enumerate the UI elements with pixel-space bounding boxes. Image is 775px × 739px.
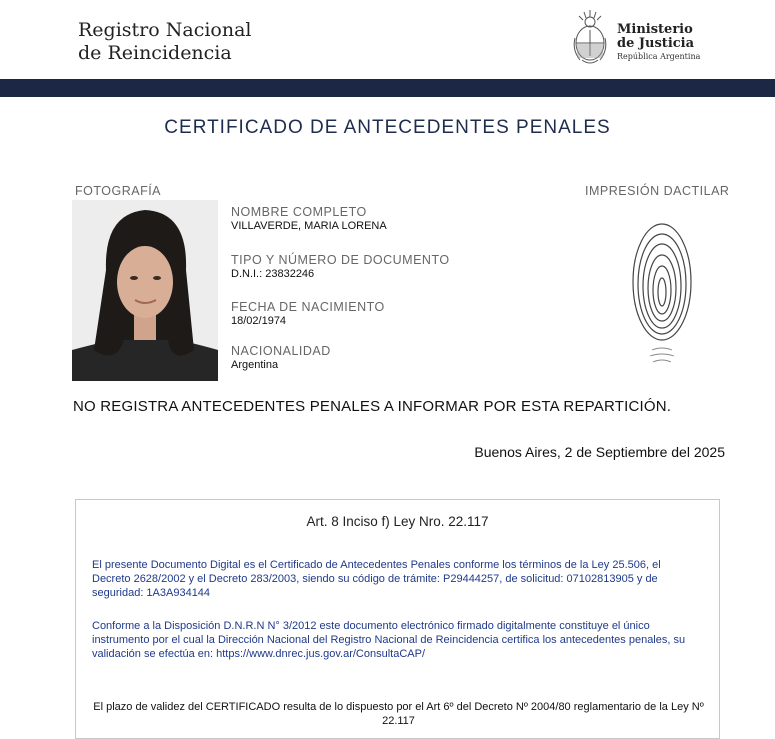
id-photo <box>72 200 218 381</box>
ministry-country: República Argentina <box>617 52 701 61</box>
ministry-line2: de Justicia <box>617 36 695 51</box>
document-number-value: D.N.I.: 23832246 <box>231 268 315 280</box>
header-band <box>0 79 775 97</box>
full-name-value: VILLAVERDE, MARIA LORENA <box>231 220 387 232</box>
legal-article-title: Art. 8 Inciso f) Ley Nro. 22.117 <box>306 514 489 529</box>
nationality-field <box>231 344 331 371</box>
full-name-field <box>231 205 387 232</box>
registry-name-line2: de Reincidencia <box>78 42 232 64</box>
nationality-value: Argentina <box>231 359 279 371</box>
document-number-field <box>231 253 450 280</box>
birth-date-value: 18/02/1974 <box>231 315 287 327</box>
registry-name <box>78 19 252 65</box>
birth-date-label: FECHA DE NACIMIENTO <box>231 300 385 314</box>
ministry-line1: Ministerio <box>617 22 693 37</box>
photo-label: FOTOGRAFÍA <box>75 184 162 198</box>
validity-notice: El plazo de validez del CERTIFICADO resulta de lo dispuesto por el Art 6º del Decreto Nº 2004/80 reglamentario de la Ley Nº 22.117 <box>93 701 704 727</box>
fingerprint-label: IMPRESIÓN DACTILAR <box>585 184 730 198</box>
national-seal-icon <box>570 8 610 70</box>
fingerprint-image <box>620 212 706 382</box>
digital-document-paragraph: El presente Documento Digital es el Certificado de Antecedentes Penales conforme los términos de la Ley 25.506, el Decreto 2628/2002 y el Decreto 283/2003, siendo su código de trámite: P29444257, de solicitud: 07102813905 y de seguridad: 1A3A934144 <box>92 559 661 599</box>
birth-date-field <box>231 300 385 327</box>
document-number-label: TIPO Y NÚMERO DE DOCUMENTO <box>231 253 450 267</box>
issue-place-date: Buenos Aires, 2 de Septiembre del 2025 <box>474 444 725 460</box>
full-name-label: NOMBRE COMPLETO <box>231 205 367 219</box>
validation-paragraph: Conforme a la Disposición D.N.R.N N° 3/2012 este documento electrónico firmado digitalmente constituye el único instrumento por el cual la Dirección Nacional del Registro Nacional de Reincidencia certifica los antecedentes penales, su validación se efectúa en: https://www.dnrec.jus.gov.ar/ConsultaCAP/ <box>92 620 686 660</box>
nationality-label: NACIONALIDAD <box>231 344 331 358</box>
registry-name-line1: Registro Nacional <box>78 19 252 41</box>
certificate-title: CERTIFICADO DE ANTECEDENTES PENALES <box>164 117 611 138</box>
criminal-record-status: NO REGISTRA ANTECEDENTES PENALES A INFORMAR POR ESTA REPARTICIÓN. <box>73 398 672 415</box>
legal-notice-box <box>75 499 720 739</box>
ministry-logo <box>570 8 710 70</box>
